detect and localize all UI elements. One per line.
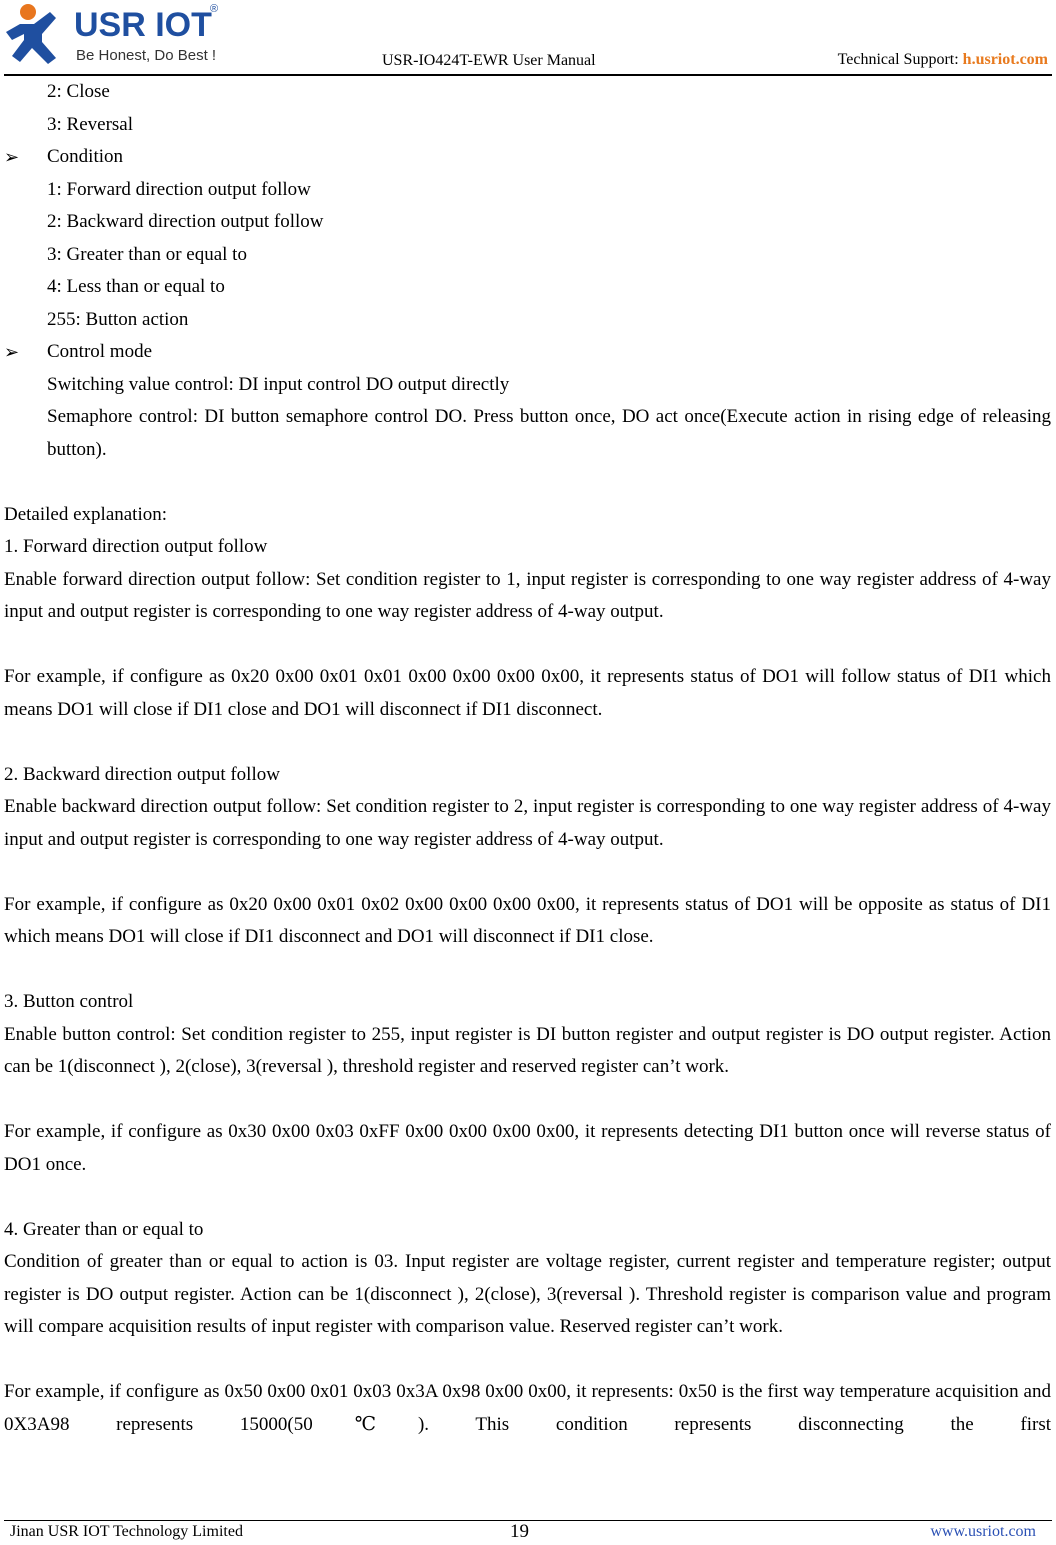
condition-item: 1: Forward direction output follow [47,178,311,200]
condition-item: 2: Backward direction output follow [47,211,324,232]
svg-text:Be Honest, Do Best !: Be Honest, Do Best ! [76,47,217,64]
section-example: For example, if configure as 0x20 0x00 0x01 0x01 0x00 0x00 0x00 0x00, it represents status of DO1 will follow status of DI1 which means DO1 will close if DI1 close and DO1 will disconnect if DI1 disconnect. [4,666,1051,720]
section-body: Enable forward direction output follow: Set condition register to 1, input register is corresponding to one way register address of 4-way input and output register is corresponding to one way register address of 4-way output. [4,568,1051,622]
control-mode-item: Switching value control: DI input control DO output directly [47,373,510,395]
detailed-heading: Detailed explanation: [4,503,168,525]
control-mode-item: Semaphore control: DI button semaphore control DO. Press button once, DO act once(Execute action in rising edge of releasing button). [47,406,1051,460]
page-number: 19 [510,1521,529,1542]
manual-title: USR-IO424T-EWR User Manual [382,52,596,69]
section-title: 3. Button control [4,991,134,1012]
action-item: 2: Close [47,81,110,102]
footer-website-link[interactable]: www.usriot.com [930,1523,1036,1540]
section-title: 2. Backward direction output follow [4,763,280,785]
condition-heading: ➢ Condition [4,141,1051,174]
section-body: Enable backward direction output follow: Set condition register to 2, input register is corresponding to one way register address of 4-way input and output register is corresponding to one way register address of 4-way output. [4,796,1051,850]
usr-iot-logo [4,2,224,68]
control-mode-heading: ➢ Control mode [4,336,1051,369]
section-example: For example, if configure as 0x20 0x00 0x01 0x02 0x00 0x00 0x00 0x00, it represents status of DO1 will be opposite as status of DI1 which means DO1 will close if DI1 disconnect and DO1 will disconnect if DI1 close. [4,893,1051,947]
svg-text:USR IOT: USR IOT [74,6,212,44]
section-example: For example, if configure as 0x30 0x00 0x03 0xFF 0x00 0x00 0x00 0x00, it represents detecting DI1 button once will reverse status of DO1 once. [4,1121,1051,1175]
condition-item: 4: Less than or equal to [47,276,225,297]
action-item: 3: Reversal [47,113,134,135]
arrow-bullet-icon: ➢ [4,342,20,362]
condition-item: 255: Button action [47,308,189,330]
page-header [0,0,1056,76]
footer-company: Jinan USR IOT Technology Limited [10,1523,243,1540]
svg-text:®: ® [210,3,219,15]
arrow-bullet-icon: ➢ [4,147,20,167]
section-title: 4. Greater than or equal to [4,1218,204,1240]
section-body: Enable button control: Set condition register to 255, input register is DI button register and output register is DO output register. Action can be 1(disconnect ), 2(close), 3(reversal ), threshold register and reserved register can’t work. [4,1023,1051,1077]
section-body: Condition of greater than or equal to action is 03. Input register are voltage register, current register and temperature register; output register is DO output register. Action can be 1(disconnect ), 2(close), 3(reversal ). Threshold register is comparison value and program will compare acquisition results of input register with comparison value. Reserved register can’t work. [4,1251,1051,1337]
support-link[interactable]: h.usriot.com [962,51,1048,68]
usr-iot-logo-icon [4,2,224,68]
condition-item: 3: Greater than or equal to [47,243,247,265]
page-content [4,76,1051,1441]
section-title: 1. Forward direction output follow [4,536,268,557]
technical-support [838,51,1048,69]
section-example: For example, if configure as 0x50 0x00 0x01 0x03 0x3A 0x98 0x00 0x00, it represents: 0x50 is the first way temperature acquisition and 0X3A98 represents 15000(50℃). This condition represents disconnecting the first [4,1381,1051,1435]
support-label: Technical Support: [837,51,963,68]
